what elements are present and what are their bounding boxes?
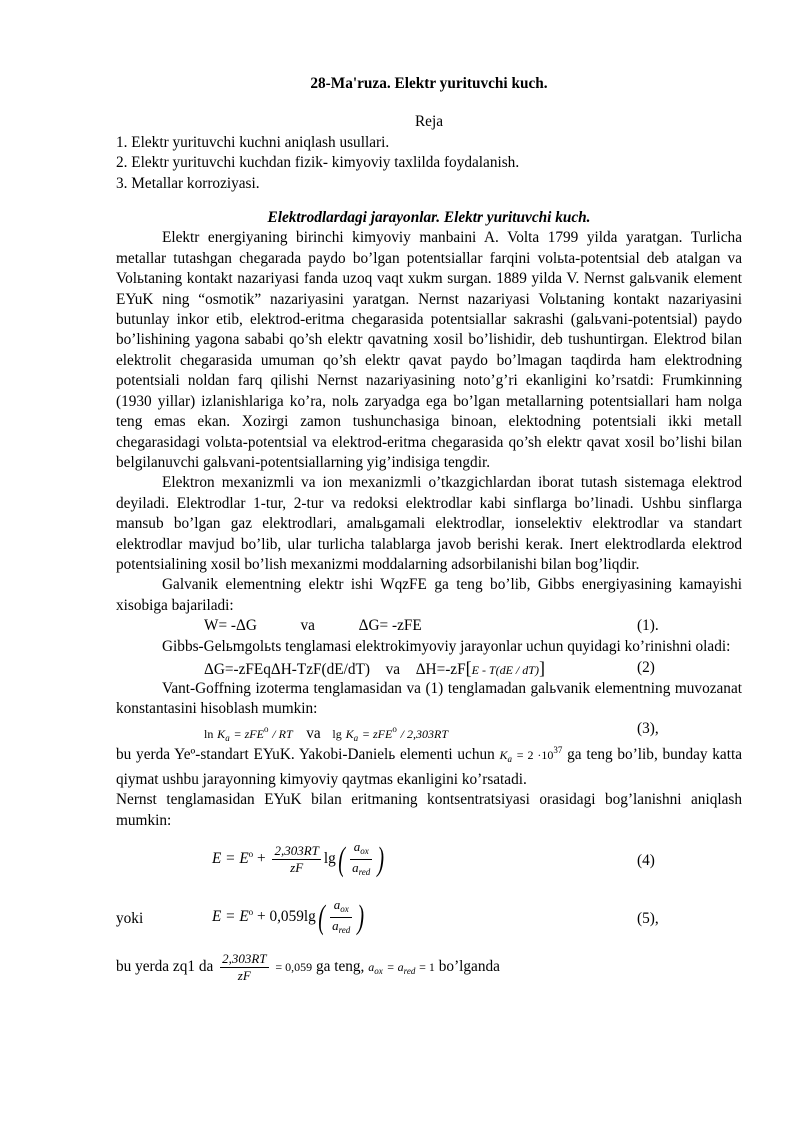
- document-page: [116, 74, 742, 984]
- eq-part: K: [499, 748, 508, 763]
- text-run: bu yerda Yeº-standart EYuK. Yakobi-Danielь elementi uchun: [116, 746, 495, 764]
- eq-sub: red: [338, 925, 351, 935]
- text-run: bo’lganda: [438, 958, 500, 976]
- eq-part: E - T(dE / dT): [471, 662, 539, 677]
- eq-sub: ox: [374, 966, 383, 977]
- eq-part: + 0,059lg: [257, 908, 316, 926]
- eq-sup: 37: [553, 745, 563, 756]
- eq-part: a: [353, 839, 361, 854]
- equation-number: (5),: [637, 910, 659, 927]
- eq-part: ln: [204, 727, 214, 742]
- equation-number: (4): [637, 852, 655, 869]
- fraction: [350, 839, 372, 880]
- eq-part: ΔH=-zF: [415, 660, 466, 678]
- eq-part: = zFE: [361, 727, 393, 742]
- eq-sup: o: [392, 724, 397, 735]
- eq-part: a: [352, 860, 359, 875]
- eq-sub: a: [353, 733, 359, 744]
- eq-part: E = E: [212, 850, 249, 868]
- eq-part: = 1: [419, 960, 435, 975]
- eq-part: va: [300, 617, 315, 635]
- eq-part: E = E: [212, 908, 249, 926]
- eq-part: ΔG=-zFEqΔH-TzF(dE/dT): [204, 660, 370, 678]
- eq-sup: o: [263, 724, 269, 735]
- equation-number: (3),: [637, 720, 659, 738]
- eq-part: va: [385, 660, 401, 678]
- eq-sub: red: [403, 966, 416, 977]
- text-run: bu yerda zq1 da: [116, 958, 214, 976]
- fraction: [220, 951, 268, 984]
- equation-4: $E = E^o$ + $\frac{2,303RT}{zF}$ lg( $\frac{a_{ox}}{a_{red}}$ ) (4): [116, 831, 742, 889]
- equation-1: [116, 616, 742, 637]
- section-heading: Elektrodlardagi jarayonlar. Elektr yurituvchi kuch.: [267, 209, 591, 227]
- paragraph: Elektron mexanizmli va ion mexanizmli o’tkazgichlardan iborat tutash sistemaga elektrod deyiladi. Elektrodlar 1-tur, 2-tur va redoksi elektrodlar kabi sinflarga bo’linadi. Ushbu sinflarga mansub bo’lgan gaz elektrodlari, amalьgamali elektrodlar, ionselektiv elektrodlar va standart elektrodlar mavjud bo’lib, ular turlicha talablarga javob berishi kerak. Inert elektrodlarda elektrod potentsialining xosil bo’lish mexanizmi moddalarning adsorbilanishi bilan bog’liqdir.: [116, 474, 742, 573]
- equation-number: (1).: [637, 617, 659, 635]
- eq-part: W= -ΔG: [204, 617, 257, 635]
- plan-item: 1. Elektr yurituvchi kuchni aniqlash usullari.: [116, 133, 390, 151]
- eq-part: a: [368, 960, 375, 975]
- eq-part: K: [217, 727, 226, 742]
- eq-part: / RT: [272, 727, 293, 742]
- fraction: [330, 897, 352, 938]
- paragraph: Nernst tenglamasidan EYuK bilan eritmaning kontsentratsiyasi orasidagi bog’lanishni aniqlash mumkin:: [116, 791, 742, 829]
- eq-part: K: [345, 727, 354, 742]
- paragraph: Elektr energiyaning birinchi kimyoviy manbaini A. Volta 1799 yilda yaratgan. Turlicha metallar tutashgan chegarada paydo bo’lgan potentsiallar farqini volьta-potentsial deb atalgan va Volьtaning kontakt nazariyasi fanda uzoq vaqt xukm surgan. 1889 yilda V. Nernst galьvanik element EYuK ning “osmotik” nazariyasini yaratgan. Nernst nazariyasi Volьtaning kontakt nazariyasini butunlay inkor etib, elektrod-eritma chegarasida potentsiallar sakrashi (galьvani-potentsial) paydo bo’lishining yagona sababi qo’sh elektr qavatning xosil bo’lishidir, deb tushuntirgan. Elektrod bilan elektrolit chegarasida umuman qo’sh elektr qavat paydo bo’lmagan taqdirda ham elektrodning potentsiali noldan farq qilishi Nernst nazariyasining noto’g’ri ekanligini ko’rsatdi: Frumkinning (1930 yillar) izlanishlariga ko’ra, nolь zaryadga ega bo’lgan metallarning potentsiallari ham nolga teng emas ekan. Xozirgi zamon tushunchasiga binoan, elektodning potentsiali ikki metall chegarasidagi volьta-potentsial va elektrod-eritma chegarasida qo’sh elektr qavat xosil bo’lishi bilan belgilanuvchi galьvani-potentsiallarning yig’indisiga tengdir.: [116, 229, 742, 471]
- equation-2: ΔG=-zFEqΔH-TzF(dE/dT) va ΔH=-zF[E - T(dE / dT)] (2): [204, 657, 655, 678]
- fraction-numerator: 2,303RT: [222, 951, 267, 966]
- text-run: ga teng,: [315, 958, 365, 976]
- eq-part: = zFE: [233, 727, 264, 742]
- eq-part: ΔG= -zFE: [358, 617, 422, 635]
- equation-3: [116, 719, 742, 744]
- eq-sub: a: [507, 754, 513, 765]
- fraction: [272, 843, 320, 876]
- text-run: ga teng bo’lib, bunday katta qiymat ushbu jarayonning kimyoviy qaytmas ekanligini ko’rsatadi.: [116, 746, 743, 788]
- fraction-numerator: 2,303RT: [274, 843, 319, 858]
- eq-sup: o: [248, 849, 254, 860]
- eq-part: a: [332, 918, 339, 933]
- text-run: yoki: [116, 910, 144, 927]
- fraction-denominator: zF: [272, 859, 320, 876]
- paragraph: Vant-Goffning izoterma tenglamasidan va (1) tenglamadan galьvanik elementning muvozanat konstantasini hisoblash mumkin:: [116, 679, 742, 717]
- eq-part: +: [257, 850, 266, 868]
- equation-5: yoki $E = E^o + 0,059\lg$( $\frac{a_{ox}}{a_{red}}$ ) (5),: [116, 889, 742, 947]
- paragraph: Galvanik elementning elektr ishi WqzFE ga teng bo’lib, Gibbs energiyasining kamayishi xisobiga bajariladi:: [116, 576, 742, 614]
- equation-number: (2): [637, 658, 655, 676]
- eq-part: = 2 ·10: [516, 748, 554, 763]
- eq-sup: o: [248, 907, 254, 918]
- lecture-title: 28-Ma'ruza. Elektr yurituvchi kuch.: [310, 75, 548, 92]
- plan-heading: Reja: [414, 113, 444, 131]
- eq-sub: ox: [360, 846, 369, 856]
- paragraph: Gibbs-Gelьmgolьts tenglamasi elektrokimyoviy jarayonlar uchun quyidagi ko’rinishni oladi:: [162, 638, 731, 656]
- eq-sub: a: [225, 733, 230, 744]
- eq-part: = a: [386, 960, 404, 975]
- eq-sub: red: [358, 867, 371, 877]
- eq-part: = 0,059: [275, 960, 313, 975]
- eq-part: va: [306, 725, 321, 743]
- eq-part: lg: [332, 727, 342, 742]
- plan-item: 3. Metallar korroziyasi.: [116, 174, 260, 192]
- fraction-denominator: zF: [220, 967, 268, 984]
- paragraph: [116, 951, 742, 984]
- eq-part: lg: [323, 850, 336, 868]
- eq-part: / 2,303RT: [400, 727, 449, 742]
- plan-item: 2. Elektr yurituvchi kuchdan fizik- kimyoviy taxlilda foydalanish.: [116, 154, 520, 172]
- eq-part: a: [333, 897, 341, 912]
- eq-sub: ox: [340, 904, 349, 914]
